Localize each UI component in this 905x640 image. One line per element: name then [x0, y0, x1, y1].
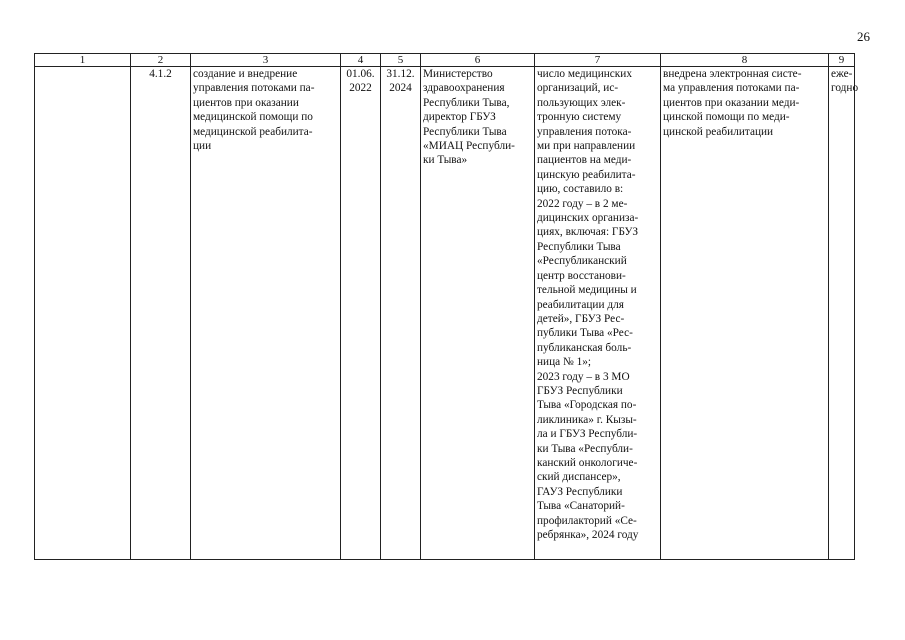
column-header-4: 4 — [341, 54, 381, 67]
column-header-5: 5 — [381, 54, 421, 67]
activity-name: создание и внедрение управления потоками па- циентов при оказании медицинской помощи по медицинской реабилита- ции — [191, 67, 341, 560]
result-description: число медицинских организаций, ис- пользующих элек- тронную систему управления потока- ми при направлении пациентов на меди- цинскую реабилита- цию, составило в: 2022 году – в 2 ме- дицинских организа- циях, включая: ГБУЗ Республики Тыва «Республиканский центр восстанови- тельной медицины и реабилитации для детей», ГБУЗ Рес- публики Тыва «Рес- публиканская боль- ница № 1»; 2023 году – в 3 МО ГБУЗ Республики Тыва «Городская по- ликлиника» г. Кызы- ла и ГБУЗ Республи- ки Тыва «Республи- канский онкологиче- ский диспансер», ГАУЗ Республики Тыва «Санаторий- профилакторий «Се- ребрянка», 2024 году — [535, 67, 661, 560]
plan-table — [34, 53, 859, 560]
responsible-executor: Министерство здравоохранения Республики Тыва, директор ГБУЗ Республики Тыва «МИАЦ Республи- ки Тыва» — [421, 67, 535, 560]
column-header-8: 8 — [661, 54, 829, 67]
cell-empty — [35, 67, 131, 560]
column-header-2: 2 — [131, 54, 191, 67]
expected-result: внедрена электронная систе- ма управления потоками па- циентов при оказании меди- цинской помощи по меди- цинской реабилитации — [661, 67, 829, 560]
page-number: 26 — [857, 29, 870, 44]
column-header-6: 6 — [421, 54, 535, 67]
item-number: 4.1.2 — [131, 67, 191, 560]
table-row — [35, 67, 855, 560]
column-header-3: 3 — [191, 54, 341, 67]
column-header-1: 1 — [35, 54, 131, 67]
periodicity: еже- годно — [829, 67, 855, 560]
column-header-7: 7 — [535, 54, 661, 67]
column-header-9: 9 — [829, 54, 855, 67]
start-date: 01.06. 2022 — [341, 67, 381, 560]
header-row — [35, 54, 855, 67]
end-date: 31.12. 2024 — [381, 67, 421, 560]
